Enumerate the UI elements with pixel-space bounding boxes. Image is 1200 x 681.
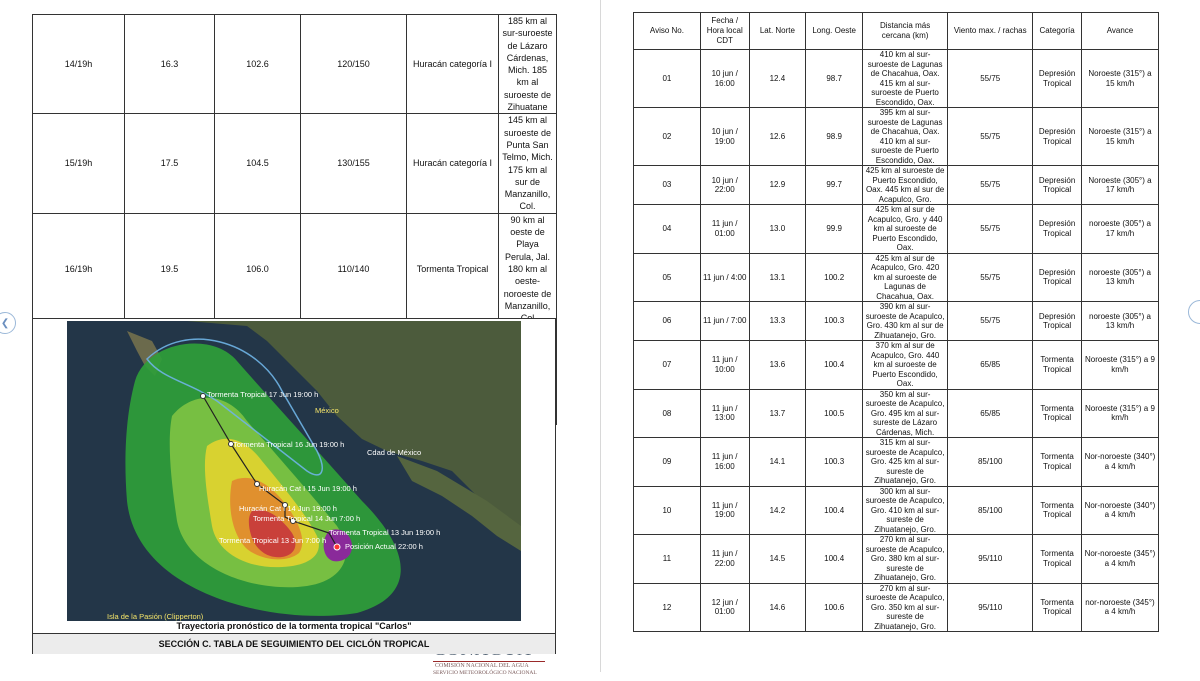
current-position-marker bbox=[334, 544, 340, 550]
tracking-table bbox=[633, 12, 1159, 632]
forecast-distance: 185 km al sur-suroeste de Lázaro Cárdenas, Mich. 185 km al suroeste de Zihuatane bbox=[499, 15, 557, 114]
cell-categoria: Tormenta Tropical bbox=[1033, 486, 1082, 535]
forecast-category: Tormenta Tropical bbox=[407, 213, 499, 325]
forecast-row bbox=[33, 213, 557, 325]
cell-avance: Noroeste (315°) a 15 km/h bbox=[1081, 108, 1158, 166]
forecast-lon: 102.6 bbox=[215, 15, 301, 114]
cell-avance: Nor-noroeste (340°) a 4 km/h bbox=[1081, 486, 1158, 535]
cell-avance: Noroeste (315°) a 9 km/h bbox=[1081, 341, 1158, 390]
cell-lon: 100.2 bbox=[806, 253, 863, 302]
cell-viento: 65/85 bbox=[948, 341, 1033, 390]
forecast-time: 15/19h bbox=[33, 114, 125, 213]
forecast-wind: 110/140 bbox=[301, 213, 407, 325]
table-row bbox=[634, 166, 1159, 205]
cell-viento: 95/110 bbox=[948, 535, 1033, 584]
table-row bbox=[634, 205, 1159, 254]
cell-lon: 100.4 bbox=[806, 486, 863, 535]
cell-fecha: 11 jun / 22:00 bbox=[700, 535, 749, 584]
cell-fecha: 10 jun / 19:00 bbox=[700, 108, 749, 166]
label-cdmx: Cdad de México bbox=[367, 448, 422, 457]
cell-lat: 13.1 bbox=[749, 253, 806, 302]
cell-distancia: 370 km al sur de Acapulco, Gro. 440 km al suroeste de Puerto Escondido, Oax. bbox=[863, 341, 948, 390]
cell-aviso: 02 bbox=[634, 108, 701, 166]
cell-fecha: 11 jun / 10:00 bbox=[700, 341, 749, 390]
table-row bbox=[634, 253, 1159, 302]
cell-avance: Noroeste (305°) a 17 km/h bbox=[1081, 166, 1158, 205]
cell-lon: 98.7 bbox=[806, 50, 863, 108]
cell-viento: 55/75 bbox=[948, 205, 1033, 254]
table-row bbox=[634, 486, 1159, 535]
cell-avance: nor-noroeste (345°) a 4 km/h bbox=[1081, 583, 1158, 632]
cell-distancia: 425 km al suroeste de Puerto Escondido, Oax. 445 km al sur de Acapulco, Gro. bbox=[863, 166, 948, 205]
cell-aviso: 08 bbox=[634, 389, 701, 438]
cell-aviso: 07 bbox=[634, 341, 701, 390]
map-caption: Trayectoria pronóstico de la tormenta tropical "Carlos" bbox=[176, 621, 412, 631]
cell-categoria: Tormenta Tropical bbox=[1033, 389, 1082, 438]
cell-lon: 100.3 bbox=[806, 302, 863, 341]
cell-lon: 99.7 bbox=[806, 166, 863, 205]
cell-viento: 85/100 bbox=[948, 486, 1033, 535]
cell-viento: 65/85 bbox=[948, 389, 1033, 438]
header-lat: Lat. Norte bbox=[749, 13, 806, 50]
header-avance: Avance bbox=[1081, 13, 1158, 50]
header-aviso: Aviso No. bbox=[634, 13, 701, 50]
cell-distancia: 300 km al sur-suroeste de Acapulco, Gro. 410 km al sur-sureste de Zihuatanejo, Gro. bbox=[863, 486, 948, 535]
forecast-lon: 106.0 bbox=[215, 213, 301, 325]
header-categoria: Categoría bbox=[1033, 13, 1082, 50]
cell-distancia: 425 km al sur de Acapulco, Gro. y 440 km al suroeste de Puerto Escondido, Oax. bbox=[863, 205, 948, 254]
cell-distancia: 390 km al sur-suroeste de Acapulco, Gro. 430 km al sur de Zihuatanejo, Gro. bbox=[863, 302, 948, 341]
cell-fecha: 11 jun / 7:00 bbox=[700, 302, 749, 341]
logo-subtitle: COMISIÓN NACIONAL DEL AGUA bbox=[433, 661, 545, 670]
cell-viento: 55/75 bbox=[948, 166, 1033, 205]
cell-fecha: 10 jun / 22:00 bbox=[700, 166, 749, 205]
cell-avance: Noroeste (315°) a 15 km/h bbox=[1081, 50, 1158, 108]
cell-categoria: Depresión Tropical bbox=[1033, 166, 1082, 205]
cell-distancia: 395 km al sur-suroeste de Lagunas de Chacahua, Oax. 410 km al sur-suroeste de Puerto Escondido, Oax. bbox=[863, 108, 948, 166]
cell-distancia: 410 km al sur-suroeste de Lagunas de Chacahua, Oax. 415 km al sur-suroeste de Puerto Escondido, Oax. bbox=[863, 50, 948, 108]
forecast-time: 14/19h bbox=[33, 15, 125, 114]
forecast-category: Huracán categoría I bbox=[407, 114, 499, 213]
forecast-lon: 104.5 bbox=[215, 114, 301, 213]
cell-lat: 13.7 bbox=[749, 389, 806, 438]
forecast-map-graphic bbox=[67, 321, 521, 621]
cell-lat: 12.4 bbox=[749, 50, 806, 108]
forecast-lat: 19.5 bbox=[125, 213, 215, 325]
cell-distancia: 350 km al sur-suroeste de Acapulco, Gro. 495 km al sur-sureste de Lázaro Cárdenas, Mich. bbox=[863, 389, 948, 438]
cell-lat: 14.1 bbox=[749, 438, 806, 487]
table-row bbox=[634, 583, 1159, 632]
forecast-lat: 16.3 bbox=[125, 15, 215, 114]
cell-aviso: 04 bbox=[634, 205, 701, 254]
cell-categoria: Depresión Tropical bbox=[1033, 253, 1082, 302]
cell-fecha: 11 jun / 13:00 bbox=[700, 389, 749, 438]
table-row bbox=[634, 438, 1159, 487]
cell-aviso: 05 bbox=[634, 253, 701, 302]
cell-lat: 13.6 bbox=[749, 341, 806, 390]
cell-categoria: Depresión Tropical bbox=[1033, 302, 1082, 341]
cell-distancia: 425 km al sur de Acapulco, Gro. 420 km al suroeste de Lagunas de Chacahua, Oax. bbox=[863, 253, 948, 302]
cell-avance: Nor-noroeste (345°) a 4 km/h bbox=[1081, 535, 1158, 584]
cell-lat: 13.0 bbox=[749, 205, 806, 254]
table-row bbox=[634, 50, 1159, 108]
cell-avance: noroeste (305°) a 17 km/h bbox=[1081, 205, 1158, 254]
cell-aviso: 06 bbox=[634, 302, 701, 341]
cell-distancia: 270 km al sur-suroeste de Acapulco, Gro. 380 km al sur-sureste de Zihuatanejo, Gro. bbox=[863, 535, 948, 584]
forecast-lat: 17.5 bbox=[125, 114, 215, 213]
label-tt13b: Tormenta Tropical 13 Jun 7:00 h bbox=[219, 536, 327, 545]
cell-fecha: 10 jun / 16:00 bbox=[700, 50, 749, 108]
cell-distancia: 270 km al sur-suroeste de Acapulco, Gro. 350 km al sur-sureste de Zihuatanejo, Gro. bbox=[863, 583, 948, 632]
cell-aviso: 01 bbox=[634, 50, 701, 108]
cell-lat: 13.3 bbox=[749, 302, 806, 341]
cell-lat: 14.5 bbox=[749, 535, 806, 584]
cell-avance: Noroeste (315°) a 9 km/h bbox=[1081, 389, 1158, 438]
label-tt14: Tormenta Tropical 14 Jun 7:00 h bbox=[253, 514, 361, 523]
cell-viento: 85/100 bbox=[948, 438, 1033, 487]
cell-viento: 55/75 bbox=[948, 253, 1033, 302]
cell-viento: 55/75 bbox=[948, 302, 1033, 341]
table-row bbox=[634, 108, 1159, 166]
label-tt13a: Tormenta Tropical 13 Jun 19:00 h bbox=[329, 528, 441, 537]
cell-aviso: 10 bbox=[634, 486, 701, 535]
table-row bbox=[634, 535, 1159, 584]
header-distancia: Distancia más cercana (km) bbox=[863, 13, 948, 50]
right-page bbox=[600, 0, 1200, 672]
cell-lon: 99.9 bbox=[806, 205, 863, 254]
forecast-time: 16/19h bbox=[33, 213, 125, 325]
cell-fecha: 11 jun / 01:00 bbox=[700, 205, 749, 254]
label-isla-clipperton: Isla de la Pasión (Clipperton) bbox=[107, 612, 204, 621]
cell-lat: 14.2 bbox=[749, 486, 806, 535]
track-point bbox=[201, 394, 206, 399]
label-current-position: Posición Actual 22:00 h bbox=[345, 542, 423, 551]
cell-avance: noroeste (305°) a 13 km/h bbox=[1081, 253, 1158, 302]
cell-lat: 12.6 bbox=[749, 108, 806, 166]
table-row bbox=[634, 389, 1159, 438]
cell-lat: 14.6 bbox=[749, 583, 806, 632]
forecast-category: Huracán categoría I bbox=[407, 15, 499, 114]
map-panel bbox=[32, 318, 556, 676]
logo-subtitle-2: SERVICIO METEOROLÓGICO NACIONAL bbox=[433, 670, 537, 676]
cell-distancia: 315 km al sur-suroeste de Acapulco, Gro. 425 km al sur-sureste de Zihuatanejo, Gro. bbox=[863, 438, 948, 487]
table-row bbox=[634, 341, 1159, 390]
cell-lon: 100.4 bbox=[806, 535, 863, 584]
previous-page-button[interactable] bbox=[0, 312, 16, 334]
cell-viento: 95/110 bbox=[948, 583, 1033, 632]
cell-lon: 98.9 bbox=[806, 108, 863, 166]
cell-aviso: 11 bbox=[634, 535, 701, 584]
cell-categoria: Depresión Tropical bbox=[1033, 50, 1082, 108]
cell-lon: 100.3 bbox=[806, 438, 863, 487]
cell-lon: 100.5 bbox=[806, 389, 863, 438]
section-title: SECCIÓN C. TABLA DE SEGUIMIENTO DEL CICLÓN TROPICAL bbox=[33, 633, 555, 654]
cell-avance: noroeste (305°) a 13 km/h bbox=[1081, 302, 1158, 341]
label-tt17: Tormenta Tropical 17 Jun 19:00 h bbox=[207, 390, 319, 399]
forecast-wind: 130/155 bbox=[301, 114, 407, 213]
chevron-left-icon: ❮ bbox=[0, 317, 10, 329]
cell-categoria: Tormenta Tropical bbox=[1033, 583, 1082, 632]
cell-viento: 55/75 bbox=[948, 108, 1033, 166]
cell-lon: 100.4 bbox=[806, 341, 863, 390]
cell-fecha: 11 jun / 16:00 bbox=[700, 438, 749, 487]
cell-categoria: Depresión Tropical bbox=[1033, 108, 1082, 166]
forecast-map bbox=[67, 321, 521, 621]
cell-aviso: 12 bbox=[634, 583, 701, 632]
header-fecha: Fecha / Hora local CDT bbox=[700, 13, 749, 50]
forecast-row bbox=[33, 15, 557, 114]
label-hc14: Huracán Cat I 14 Jun 19:00 h bbox=[239, 504, 337, 513]
cell-lon: 100.6 bbox=[806, 583, 863, 632]
cell-categoria: Tormenta Tropical bbox=[1033, 438, 1082, 487]
cell-fecha: 12 jun / 01:00 bbox=[700, 583, 749, 632]
forecast-distance: 90 km al oeste de Playa Perula, Jal. 180 km al oeste-noroeste de Manzanillo, bbox=[499, 213, 557, 325]
cell-aviso: 09 bbox=[634, 438, 701, 487]
left-page bbox=[0, 0, 600, 676]
cell-avance: Nor-noroeste (340°) a 4 km/h bbox=[1081, 438, 1158, 487]
cell-viento: 55/75 bbox=[948, 50, 1033, 108]
cell-categoria: Depresión Tropical bbox=[1033, 205, 1082, 254]
table-row bbox=[634, 302, 1159, 341]
forecast-distance: 145 km al suroeste de Punta San Telmo, Mich. 175 km al sur de Manzanillo, Col. bbox=[499, 114, 557, 213]
tracking-header-row bbox=[634, 13, 1159, 50]
cell-categoria: Tormenta Tropical bbox=[1033, 341, 1082, 390]
cell-aviso: 03 bbox=[634, 166, 701, 205]
header-viento: Viento max. / rachas bbox=[948, 13, 1033, 50]
cell-lat: 12.9 bbox=[749, 166, 806, 205]
cell-fecha: 11 jun / 19:00 bbox=[700, 486, 749, 535]
cell-fecha: 11 jun / 4:00 bbox=[700, 253, 749, 302]
label-tt16: Tormenta Tropical 16 Jun 19:00 h bbox=[233, 440, 345, 449]
header-lon: Long. Oeste bbox=[806, 13, 863, 50]
label-hc15: Huracán Cat I 15 Jun 19:00 h bbox=[259, 484, 357, 493]
label-mexico: México bbox=[315, 406, 339, 415]
forecast-row bbox=[33, 114, 557, 213]
cell-categoria: Tormenta Tropical bbox=[1033, 535, 1082, 584]
forecast-wind: 120/150 bbox=[301, 15, 407, 114]
